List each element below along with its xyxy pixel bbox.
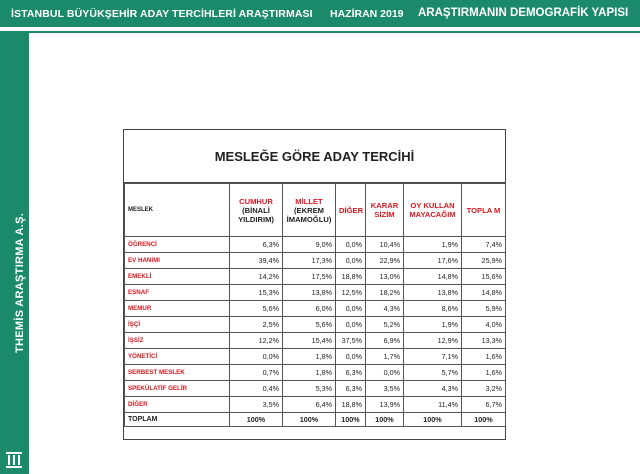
company-name: THEMİS ARAŞTIRMA A.Ş. <box>14 212 26 353</box>
col-header-cumhur <box>230 184 283 237</box>
table-cell: 3,5% <box>366 381 404 397</box>
table-cell: 1,9% <box>404 317 462 333</box>
table-cell: 5,6% <box>230 301 283 317</box>
table-cell: 13,8% <box>283 285 336 301</box>
table-row <box>125 301 506 317</box>
table-cell: 7,4% <box>462 237 506 253</box>
table-cell: 18,2% <box>366 285 404 301</box>
row-label: İŞÇİ <box>125 317 230 333</box>
row-label: MEMUR <box>125 301 230 317</box>
table-cell: 25,9% <box>462 253 506 269</box>
table-cell: 4,3% <box>404 381 462 397</box>
table-cell: 0,7% <box>230 365 283 381</box>
table-cell: 12,2% <box>230 333 283 349</box>
table-cell: 13,9% <box>366 397 404 413</box>
table-row <box>125 253 506 269</box>
table-cell: 10,4% <box>366 237 404 253</box>
table-cell: 5,2% <box>366 317 404 333</box>
col-header-diger: DİĞER <box>336 184 366 237</box>
report-title: İSTANBUL BÜYÜKŞEHİR ADAY TERCİHLERİ ARAŞTIRMASI <box>11 8 313 20</box>
profession-table <box>124 183 506 427</box>
row-label: EMEKLİ <box>125 269 230 285</box>
table-cell: 11,4% <box>404 397 462 413</box>
row-label: ÖĞRENCİ <box>125 237 230 253</box>
table-cell: 15,6% <box>462 269 506 285</box>
table-row <box>125 333 506 349</box>
table-cell: 14,8% <box>404 269 462 285</box>
table-cell: 3,5% <box>230 397 283 413</box>
table-cell: 5,7% <box>404 365 462 381</box>
total-cell: 100% <box>283 413 336 427</box>
total-label: TOPLAM <box>125 413 230 427</box>
row-label: EV HANIMI <box>125 253 230 269</box>
table-cell: 1,9% <box>404 237 462 253</box>
column-logo-icon <box>4 450 24 470</box>
table-header-row <box>125 184 506 237</box>
table-cell: 1,8% <box>283 365 336 381</box>
table-cell: 14,8% <box>462 285 506 301</box>
table-row <box>125 237 506 253</box>
col-header-millet-sub: (EKREM İMAMOĞLU) <box>286 205 332 224</box>
total-cell: 100% <box>230 413 283 427</box>
row-label: İŞSİZ <box>125 333 230 349</box>
table-cell: 12,9% <box>404 333 462 349</box>
col-header-meslek: MESLEK <box>125 184 230 237</box>
header-divider <box>0 31 640 33</box>
table-cell: 0,4% <box>230 381 283 397</box>
table-row <box>125 381 506 397</box>
table-cell: 13,8% <box>404 285 462 301</box>
table-cell: 0,0% <box>336 317 366 333</box>
table-cell: 17,6% <box>404 253 462 269</box>
table-cell: 39,4% <box>230 253 283 269</box>
table-cell: 5,6% <box>283 317 336 333</box>
table-cell: 17,5% <box>283 269 336 285</box>
table-cell: 6,3% <box>230 237 283 253</box>
table-row <box>125 269 506 285</box>
table-cell: 6,9% <box>366 333 404 349</box>
row-label: YÖNETİCİ <box>125 349 230 365</box>
table-cell: 13,0% <box>366 269 404 285</box>
table-cell: 1,7% <box>366 349 404 365</box>
col-header-oy-kullanmayacagim: OY KULLAN MAYACAĞIM <box>404 184 462 237</box>
header-bar <box>0 0 640 27</box>
table-body <box>125 237 506 427</box>
table-row <box>125 285 506 301</box>
table-row <box>125 349 506 365</box>
col-header-cumhur-sub: (BİNALİ YILDIRIM) <box>238 205 274 224</box>
table-cell: 15,4% <box>283 333 336 349</box>
table-cell: 18,8% <box>336 397 366 413</box>
table-cell: 17,3% <box>283 253 336 269</box>
table-cell: 0,0% <box>336 253 366 269</box>
table-cell: 1,6% <box>462 349 506 365</box>
table-cell: 5,9% <box>462 301 506 317</box>
table-cell: 0,0% <box>336 301 366 317</box>
table-row <box>125 365 506 381</box>
table-cell: 22,9% <box>366 253 404 269</box>
table-cell: 0,0% <box>336 237 366 253</box>
table-cell: 18,8% <box>336 269 366 285</box>
table-title: MESLEĞE GÖRE ADAY TERCİHİ <box>124 130 505 183</box>
section-title: ARAŞTIRMANIN DEMOGRAFİK YAPISI <box>418 7 629 19</box>
table-cell: 0,0% <box>366 365 404 381</box>
table-cell: 9,0% <box>283 237 336 253</box>
table-cell: 12,5% <box>336 285 366 301</box>
table-cell: 6,4% <box>283 397 336 413</box>
total-row <box>125 413 506 427</box>
row-label: SERBEST MESLEK <box>125 365 230 381</box>
table-cell: 0,0% <box>230 349 283 365</box>
table-cell: 13,3% <box>462 333 506 349</box>
table-cell: 3,2% <box>462 381 506 397</box>
total-cell: 100% <box>404 413 462 427</box>
table-cell: 4,3% <box>366 301 404 317</box>
table-cell: 6,0% <box>283 301 336 317</box>
table-cell: 8,6% <box>404 301 462 317</box>
col-header-millet <box>283 184 336 237</box>
table-row <box>125 397 506 413</box>
table-cell: 5,3% <box>283 381 336 397</box>
table-cell: 2,5% <box>230 317 283 333</box>
col-header-karar-sizim: KARAR SİZİM <box>366 184 404 237</box>
row-label: DİĞER <box>125 397 230 413</box>
col-header-cumhur-main: CUMHUR <box>239 196 273 206</box>
total-cell: 100% <box>462 413 506 427</box>
table-cell: 0,0% <box>336 349 366 365</box>
table-cell: 4,0% <box>462 317 506 333</box>
report-date: HAZİRAN 2019 <box>330 8 404 20</box>
table-cell: 7,1% <box>404 349 462 365</box>
table-cell: 6,3% <box>336 381 366 397</box>
row-label: ESNAF <box>125 285 230 301</box>
row-label: SPEKÜLATİF GELİR <box>125 381 230 397</box>
table-cell: 6,7% <box>462 397 506 413</box>
table-cell: 15,3% <box>230 285 283 301</box>
table-cell: 1,6% <box>462 365 506 381</box>
table-cell: 6,3% <box>336 365 366 381</box>
total-cell: 100% <box>336 413 366 427</box>
table-row <box>125 317 506 333</box>
table-cell: 37,5% <box>336 333 366 349</box>
table-cell: 1,8% <box>283 349 336 365</box>
total-cell: 100% <box>366 413 404 427</box>
table-panel <box>123 129 506 440</box>
table-cell: 14,2% <box>230 269 283 285</box>
col-header-toplam: TOPLA M <box>462 184 506 237</box>
col-header-millet-main: MİLLET <box>295 196 323 206</box>
